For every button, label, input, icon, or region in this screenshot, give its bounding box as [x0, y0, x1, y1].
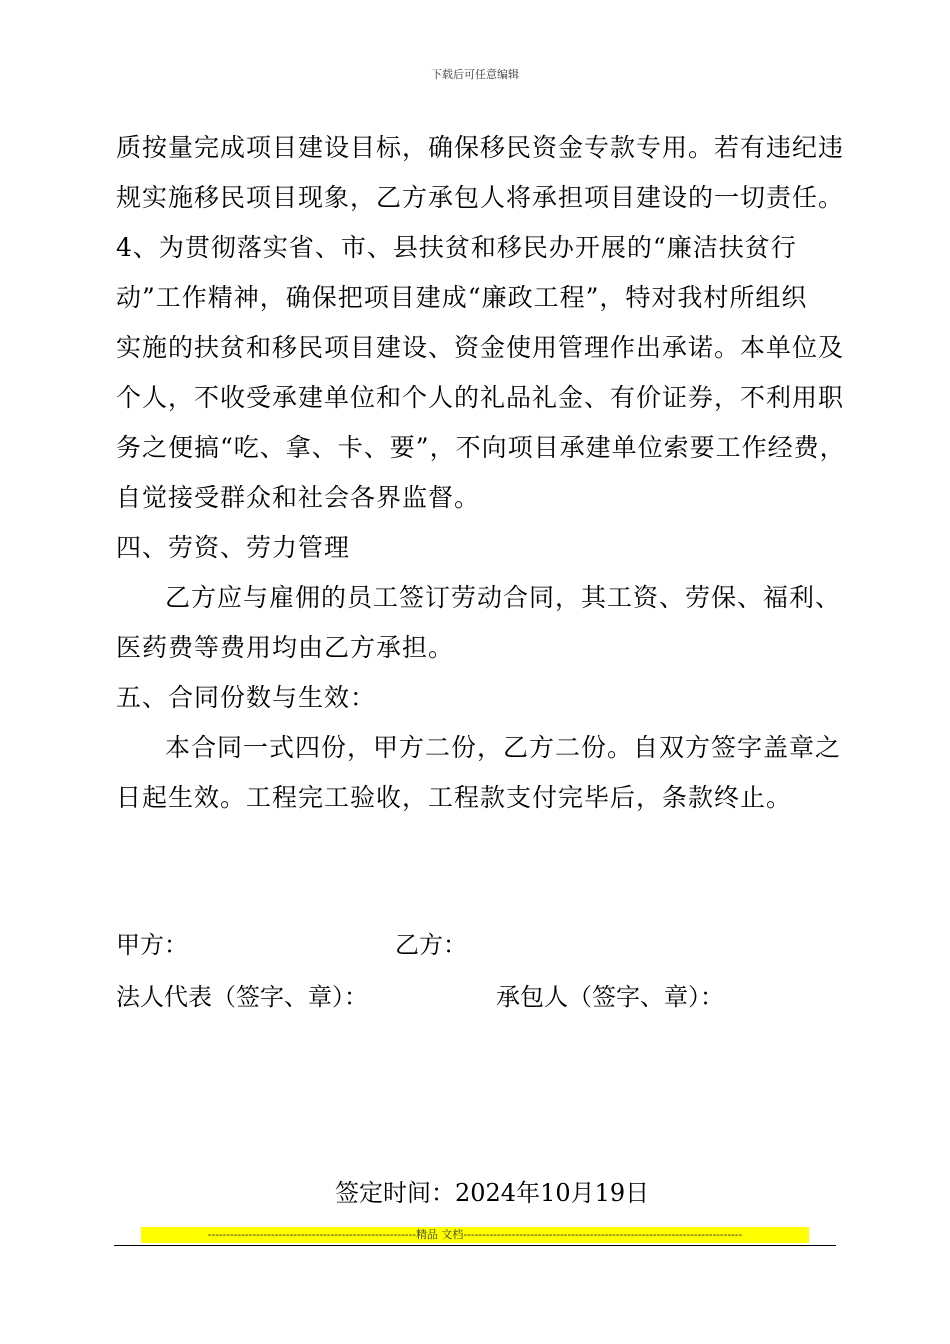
- section-4-heading: 四、劳资、劳力管理: [116, 533, 351, 562]
- party-b-rep-label: 承包人（签字、章）：: [496, 983, 724, 1011]
- section-5-para-line-2: 日起生效。工程完工验收，工程款支付完毕后，条款终止。: [116, 783, 793, 812]
- section-5-heading: 五、合同份数与生效：: [116, 683, 377, 712]
- party-a-rep-label: 法人代表（签字、章）：: [116, 983, 368, 1011]
- section-5-para-line-1: 本合同一式四份，甲方二份，乙方二份。自双方签字盖章之: [165, 733, 842, 762]
- body-line-8: 自觉接受群众和社会各界监督。: [116, 483, 481, 512]
- header-note: 下载后可任意编辑: [431, 68, 519, 81]
- body-line-7: 务之便搞“吃、拿、卡、要”，不向项目承建单位索要工作经费，: [116, 433, 846, 462]
- body-line-4: 动”工作精神，确保把项目建成“廉政工程”，特对我村所组织: [116, 283, 808, 312]
- body-line-2: 规实施移民项目现象，乙方承包人将承担项目建设的一切责任。: [116, 183, 845, 212]
- footer-band: --------------------------------------------------------精品 文档---------------------------------------------------------------------------: [141, 1227, 809, 1243]
- party-b-label: 乙方：: [395, 931, 467, 959]
- body-line-1: 质按量完成项目建设目标，确保移民资金专款专用。若有违纪违: [116, 133, 845, 162]
- body-line-3: 4、为贯彻落实省、市、县扶贫和移民办开展的“廉洁扶贫行: [116, 233, 797, 262]
- section-4-para-line-2: 医药费等费用均由乙方承担。: [116, 633, 455, 662]
- section-4-para-line-1: 乙方应与雇佣的员工签订劳动合同，其工资、劳保、福利、: [165, 583, 842, 612]
- footer-rule: [114, 1245, 836, 1246]
- body-line-6: 个人，不收受承建单位和个人的礼品礼金、有价证券，不利用职: [116, 383, 845, 412]
- party-a-label: 甲方：: [116, 931, 188, 959]
- signing-date: 签定时间：2024年10月19日: [335, 1179, 650, 1207]
- body-line-5: 实施的扶贫和移民项目建设、资金使用管理作出承诺。本单位及: [116, 333, 845, 362]
